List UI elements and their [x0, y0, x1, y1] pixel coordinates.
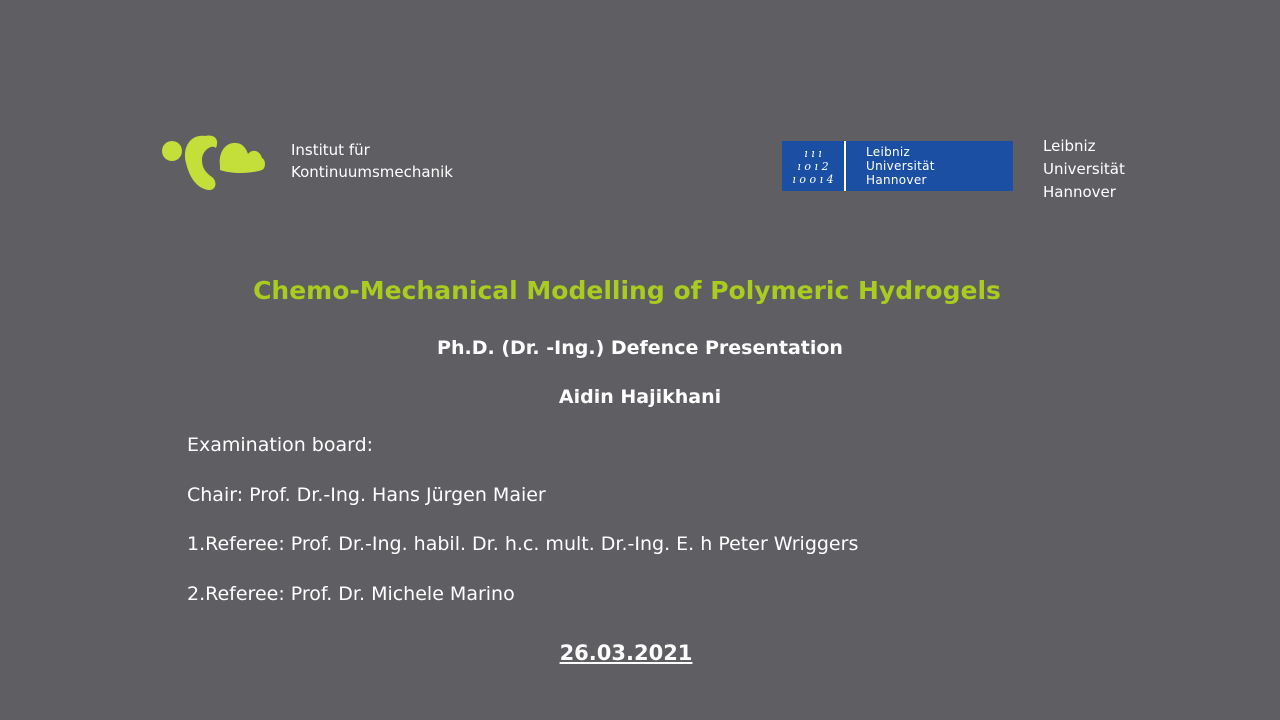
luh-digits-row-1: ı ı ı: [804, 146, 822, 160]
presentation-date: 26.03.2021: [559, 641, 693, 665]
ikm-line-1: Institut für: [291, 141, 370, 159]
luh-logo: [782, 141, 1013, 191]
ikm-institute-name: [291, 139, 453, 183]
board-referee-2: 2.Referee: Prof. Dr. Michele Marino: [187, 582, 515, 605]
luh-logo-text: [846, 145, 935, 187]
ikm-line-2: Kontinuumsmechanik: [291, 163, 453, 181]
luh-logo-line-2: Universität: [866, 159, 935, 173]
board-chair: Chair: Prof. Dr.-Ing. Hans Jürgen Maier: [187, 483, 546, 506]
author-name: Aidin Hajikhani: [558, 386, 722, 408]
luh-university-name: [1043, 135, 1125, 204]
presentation-subtitle: Ph.D. (Dr. -Ing.) Defence Presentation: [437, 337, 843, 359]
luh-text-line-1: Leibniz: [1043, 137, 1096, 155]
luh-digits-row-2: ı o ı 2: [797, 159, 829, 173]
luh-digits-row-3: ı o o ı 4: [792, 172, 834, 186]
luh-digits-mark: [782, 141, 846, 191]
luh-text-line-3: Hannover: [1043, 183, 1116, 201]
luh-text-line-2: Universität: [1043, 160, 1125, 178]
board-heading: Examination board:: [187, 434, 374, 456]
luh-logo-line-1: Leibniz: [866, 145, 911, 159]
board-referee-1: 1.Referee: Prof. Dr.-Ing. habil. Dr. h.c. mult. Dr.-Ing. E. h Peter Wriggers: [187, 533, 859, 555]
ikm-logo-icon: [160, 130, 270, 194]
luh-logo-line-3: Hannover: [866, 173, 927, 187]
presentation-title: Chemo-Mechanical Modelling of Polymeric Hydrogels: [253, 276, 1001, 305]
examination-board: [187, 433, 858, 631]
